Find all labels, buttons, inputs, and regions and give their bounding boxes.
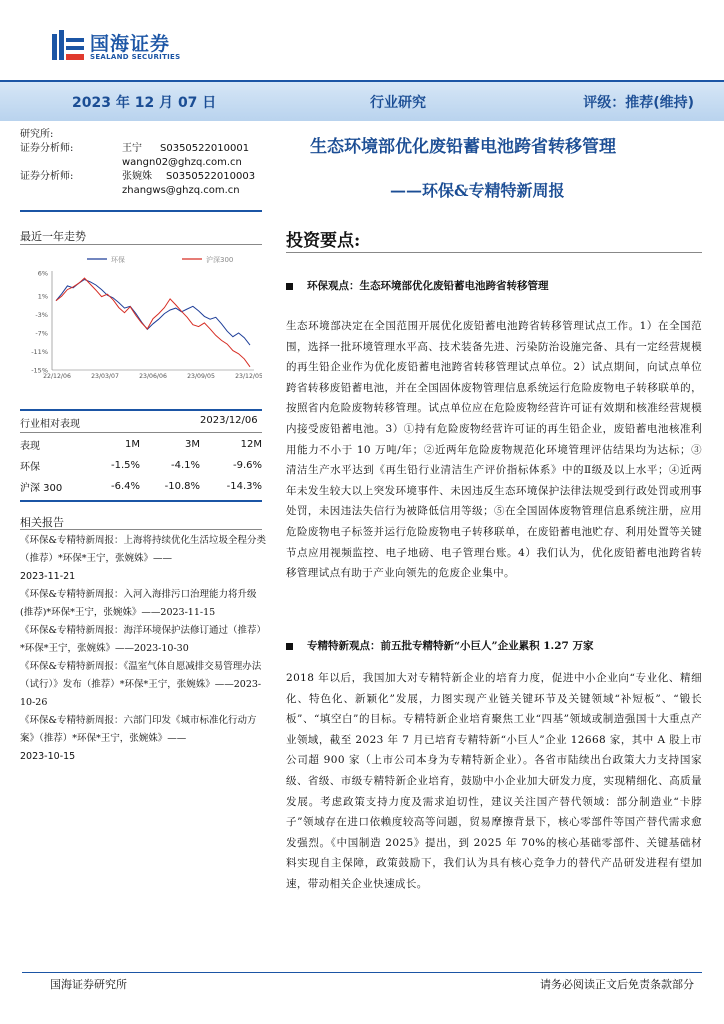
y-tick-label: -11% [31,348,48,357]
x-tick-label: 23/03/07 [91,373,119,380]
report-link[interactable]: 《环保&专精特新周报：六部门印发《城市标准化行动方案》（推荐）*环保*王宁，张婉姝》—— 2023-10-15 [20,715,257,762]
divider-perf [20,409,262,411]
report-date: 2023 年 12 月 07 日 [72,95,217,111]
bullet-square-icon [286,283,293,290]
footer-divider [22,972,702,973]
series-line [56,280,250,346]
section2-body: 2018 年以后，我国加大对专精特新企业的培育力度，促进中小企业向“专业化、精细化、特色化、新颖化”发展，力图实现产业链关键环节及关键领域“补短板”、“锻长板”、“填空白”的目标。专精特新企业培育聚焦工业“四基”领域或制造强国十大重点产业领域，截至 2023 年 7 月已培育专精特新“小巨人”企业 12668 家，其中 A 股上市公司超 900 家（上市公司本身为专精特新企业）。各省市陆续出台政策大力支持国家级、省级、市级专精特新企业培育，鼓励中小企业加大研发力度，实现精细化、高质量发展。考虑政策支持力度及需求迫切性，建议关注国产替代领域：部分制造业“卡脖子”领域存在进口依赖度较高等问题，贸易摩擦背景下，核心零部件等国产替代需求愈发强烈。《中国制造 2025》提出，到 2025 年 70%的核心基础零部件、关键基础材料实现自主保障，政策鼓励下，我们认为具有核心竞争力的替代产品研发进程有望加速，带动相关企业快速成长。 [286,672,702,890]
analyst2-cert: S0350522010003 [166,171,256,182]
x-tick-label: 22/12/06 [43,373,71,380]
sealand-logo-icon [50,28,86,64]
y-tick-label: -3% [35,311,48,320]
y-tick-label: -15% [31,366,48,375]
perf-row-3m: -4.1% [170,460,200,471]
perf-row [20,476,262,497]
footer-institute: 国海证券研究所 [50,978,127,991]
y-tick-label: 1% [37,292,48,301]
bullet-square-icon [286,643,293,650]
analyst2-email[interactable]: zhangws@ghzq.com.cn [122,185,240,196]
report-header-bar [0,80,724,121]
report-category: 行业研究 [370,95,426,111]
perf-row-1m: -6.4% [110,481,140,492]
perf-table [20,434,262,497]
analyst2-label: 证券分析师: [20,171,74,182]
section1-body: 生态环境部决定在全国范围开展优化废铅蓄电池跨省转移管理试点工作。1）在全国范围，选择一批环境管理水平高、技术装备先进、污染防治设施完备、具有一定经营规模的再生铅企业作为优化废铅蓄电池跨省转移管理试点单位。2）试点期间，向试点单位跨省转移废铅蓄电池，并在全国固体废物管理信息系统运行危险废物电子转移联单的，按照省内危险废物转移管理。试点单位应在危险废物经营许可证有效期和核准经营规模内接受废铅蓄电池。3）①持有危险废物经营许可证的再生铅企业，废铅蓄电池核准利用能力不小于 10 万吨/年；②近两年危险废物规范化环境管理评估结果均为达标；③清洁生产水平达到《再生铅行业清洁生产评价指标体系》中的Ⅱ级及以上水平；④近两年未发生较大以上突发环境事件、未因违反生态环境保护法律法规受到行政处罚或刑事处罚，未因违法失信行为被降低信用等级；⑤在全国固体废物管理信息系统注册，应用危险废物电子标签并运行危险废物电子转移联单，在废铅蓄电池贮存、利用处置等关键节点应用视频监控、电子地磅、电子管理台账。4）我们认为，优化废铅蓄电池跨省转移管理试点有助于产业向领先的危废企业集中。 [286,320,702,580]
trend-label: 最近一年走势 [20,230,86,243]
analyst1-name: 王宁 [122,143,142,154]
brand-name-en: SEALAND SECURITIES [90,53,181,61]
divider-reports-head [20,529,262,530]
trend-chart-svg [22,253,262,383]
perf-title: 行业相对表现 [20,419,80,430]
report-subtitle: ——环保&专精特新周报 [390,181,565,200]
section2-title: 专精特新观点：前五批专精特新“小巨人”企业累积 1.27 万家 [286,638,593,653]
footer-disclaimer: 请务必阅读正文后免责条款部分 [540,978,694,991]
perf-row [20,455,262,476]
x-tick-label: 23/09/05 [187,373,215,380]
report-link[interactable]: 《环保&专精特新周报：《温室气体自愿减排交易管理办法（试行）》发布（推荐）*环保*王宁，张婉姝》——2023-10-26 [20,661,262,708]
analyst1-email[interactable]: wangn02@ghzq.com.cn [122,157,242,168]
brand-name-cn: 国海证券 [90,33,171,55]
legend-label: 沪深300 [206,256,234,264]
perf-row-name: 沪深 300 [20,483,63,494]
analyst2-name: 张婉姝 [122,171,152,182]
y-tick-label: -7% [35,329,48,338]
company-logo [50,28,190,64]
report-title: 生态环境部优化废铅蓄电池跨省转移管理 [310,137,616,157]
researcher-label: 研究所: [20,129,54,140]
divider-perf-head [20,432,262,433]
divider-reports [20,500,262,502]
reports-title: 相关报告 [20,516,64,529]
perf-row-12m: -9.6% [232,460,262,471]
perf-row-12m: -14.3% [226,481,262,492]
perf-date: 2023/12/06 [200,415,258,426]
perf-header-row [20,434,262,455]
perf-col-3m: 3M [185,439,200,450]
report-link[interactable]: 《环保&专精特新周报：海洋环境保护法修订通过（推荐）*环保*王宁，张婉姝》——2023-10-30 [20,625,266,654]
analyst1-label: 证券分析师: [20,143,74,154]
report-link[interactable]: 《环保&专精特新周报：入河入海排污口治理能力将升级(推荐)*环保*王宁，张婉姝》——2023-11-15 [20,589,257,618]
investment-points-heading: 投资要点: [286,231,361,251]
x-tick-label: 23/06/06 [139,373,167,380]
perf-col-12m: 12M [240,439,262,450]
report-rating: 评级：推荐(维持) [583,95,694,111]
analyst1-cert: S0350522010001 [160,143,250,154]
legend-label: 环保 [111,256,125,264]
perf-row-name: 环保 [20,462,40,473]
perf-row-3m: -10.8% [164,481,200,492]
perf-col-name: 表现 [20,441,40,452]
trend-chart [22,253,262,383]
perf-col-1m: 1M [125,439,140,450]
divider-trend [20,244,262,245]
related-reports-list [20,532,268,766]
y-tick-label: 6% [37,269,48,278]
divider-main [286,252,702,253]
section1-title: 环保观点：生态环境部优化废铅蓄电池跨省转移管理 [286,278,549,293]
divider-top-left [20,210,262,212]
x-tick-label: 23/12/05 [235,373,262,380]
perf-row-1m: -1.5% [110,460,140,471]
report-link[interactable]: 《环保&专精特新周报：上海将持续优化生活垃圾全程分类（推荐）*环保*王宁，张婉姝》—— 2023-11-21 [20,535,266,582]
